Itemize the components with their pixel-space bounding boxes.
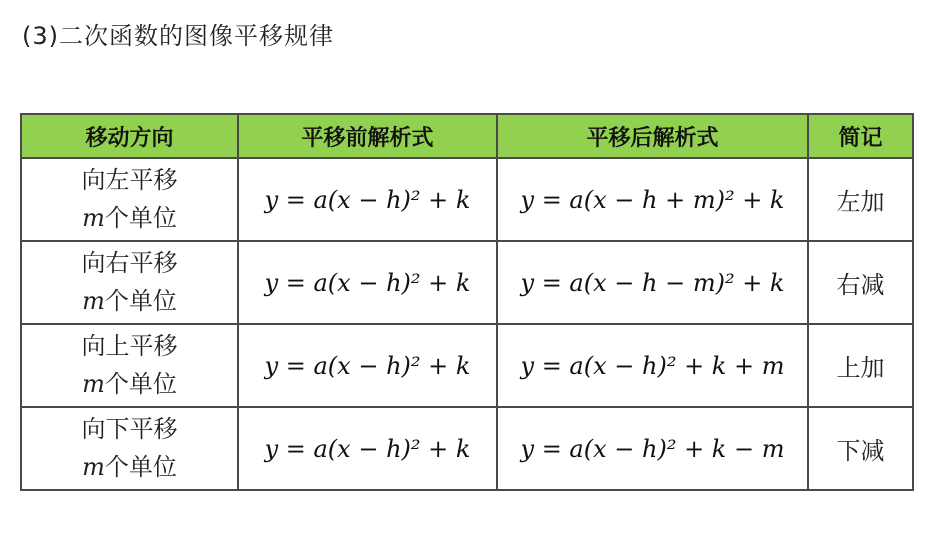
direction-cell: [21, 407, 238, 490]
direction-var: m: [82, 286, 105, 315]
memo-cell: 上加: [808, 324, 913, 407]
direction-line1: 向上平移: [81, 332, 178, 361]
header-before: 平移前解析式: [238, 114, 497, 158]
direction-cell: [21, 158, 238, 241]
before-formula: y = a(x − h)² + k: [238, 324, 497, 407]
direction-line2: [22, 449, 237, 486]
after-formula: y = a(x − h − m)² + k: [497, 241, 808, 324]
memo-cell: 右减: [808, 241, 913, 324]
direction-unit: 个单位: [104, 286, 177, 315]
before-formula: y = a(x − h)² + k: [238, 158, 497, 241]
table-row: [21, 158, 913, 241]
memo-cell: 下减: [808, 407, 913, 490]
after-formula: y = a(x − h)² + k + m: [497, 324, 808, 407]
direction-line1: 向左平移: [81, 166, 178, 195]
after-formula: y = a(x − h + m)² + k: [497, 158, 808, 241]
table-row: [21, 324, 913, 407]
translation-rules-table: [20, 113, 914, 491]
direction-line1: 向下平移: [81, 415, 178, 444]
direction-var: m: [82, 452, 105, 481]
table-header-row: [21, 114, 913, 158]
header-direction: 移动方向: [21, 114, 238, 158]
header-after: 平移后解析式: [497, 114, 808, 158]
table-row: [21, 241, 913, 324]
direction-unit: 个单位: [104, 369, 177, 398]
direction-var: m: [82, 203, 105, 232]
memo-cell: 左加: [808, 158, 913, 241]
page-title: (3)二次函数的图像平移规律: [22, 22, 334, 50]
direction-var: m: [82, 369, 105, 398]
before-formula: y = a(x − h)² + k: [238, 241, 497, 324]
direction-unit: 个单位: [104, 452, 177, 481]
direction-cell: [21, 241, 238, 324]
direction-line2: [22, 200, 237, 237]
direction-line1: 向右平移: [81, 249, 178, 278]
direction-cell: [21, 324, 238, 407]
before-formula: y = a(x − h)² + k: [238, 407, 497, 490]
table-row: [21, 407, 913, 490]
direction-line2: [22, 366, 237, 403]
direction-unit: 个单位: [104, 203, 177, 232]
after-formula: y = a(x − h)² + k − m: [497, 407, 808, 490]
direction-line2: [22, 283, 237, 320]
header-memo: 简记: [808, 114, 913, 158]
